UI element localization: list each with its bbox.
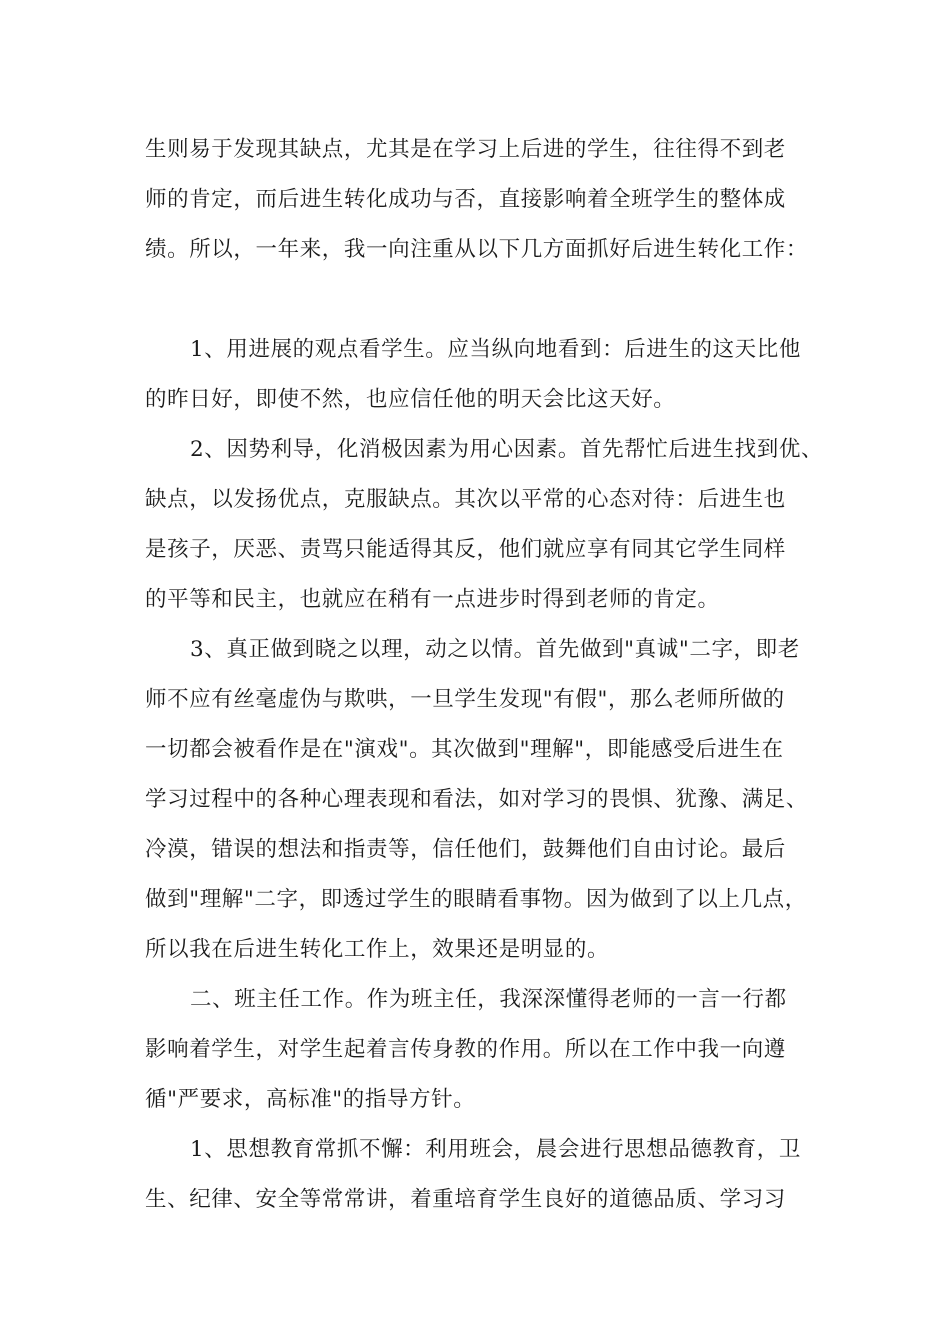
text-line: 冷漠，错误的想法和指责等，信任他们，鼓舞他们自由讨论。最后 [145, 837, 786, 862]
text-line: 师的肯定，而后进生转化成功与否，直接影响着全班学生的整体成 [145, 187, 786, 212]
text-line: 生则易于发现其缺点，尤其是在学习上后进的学生，往往得不到老 [145, 137, 786, 162]
text-line: 学习过程中的各种心理表现和看法，如对学习的畏惧、犹豫、满足、 [145, 787, 809, 812]
text-line: 所以我在后进生转化工作上，效果还是明显的。 [145, 937, 610, 962]
text-line: 是孩子，厌恶、责骂只能适得其反，他们就应享有同其它学生同样 [145, 537, 786, 562]
text-line: 1、思想教育常抓不懈：利用班会，晨会进行思想品德教育，卫 [190, 1137, 801, 1162]
text-line: 二、班主任工作。作为班主任，我深深懂得老师的一言一行都 [190, 987, 787, 1012]
text-line: 2、因势利导，化消极因素为用心因素。首先帮忙后进生找到优、 [190, 437, 824, 462]
text-line: 做到"理解"二字，即透过学生的眼睛看事物。因为做到了以上几点， [145, 887, 807, 912]
text-line: 的平等和民主，也就应在稍有一点进步时得到老师的肯定。 [145, 587, 720, 612]
text-line: 的昨日好，即使不然，也应信任他的明天会比这天好。 [145, 387, 676, 412]
text-line: 缺点，以发扬优点，克服缺点。其次以平常的心态对待：后进生也 [145, 487, 786, 512]
text-line: 绩。所以，一年来，我一向注重从以下几方面抓好后进生转化工作： [145, 237, 809, 262]
text-line: 1、用进展的观点看学生。应当纵向地看到：后进生的这天比他 [190, 337, 801, 362]
text-line: 影响着学生，对学生起着言传身教的作用。所以在工作中我一向遵 [145, 1037, 786, 1062]
text-line: 循"严要求，高标准"的指导方针。 [145, 1087, 476, 1112]
text-line: 3、真正做到晓之以理，动之以情。首先做到"真诚"二字，即老 [190, 637, 800, 662]
text-line: 生、纪律、安全等常常讲，着重培育学生良好的道德品质、学习习 [145, 1187, 786, 1212]
text-line: 一切都会被看作是在"演戏"。其次做到"理解"，即能感受后进生在 [145, 737, 784, 762]
text-line: 师不应有丝毫虚伪与欺哄，一旦学生发现"有假"，那么老师所做的 [145, 687, 785, 712]
